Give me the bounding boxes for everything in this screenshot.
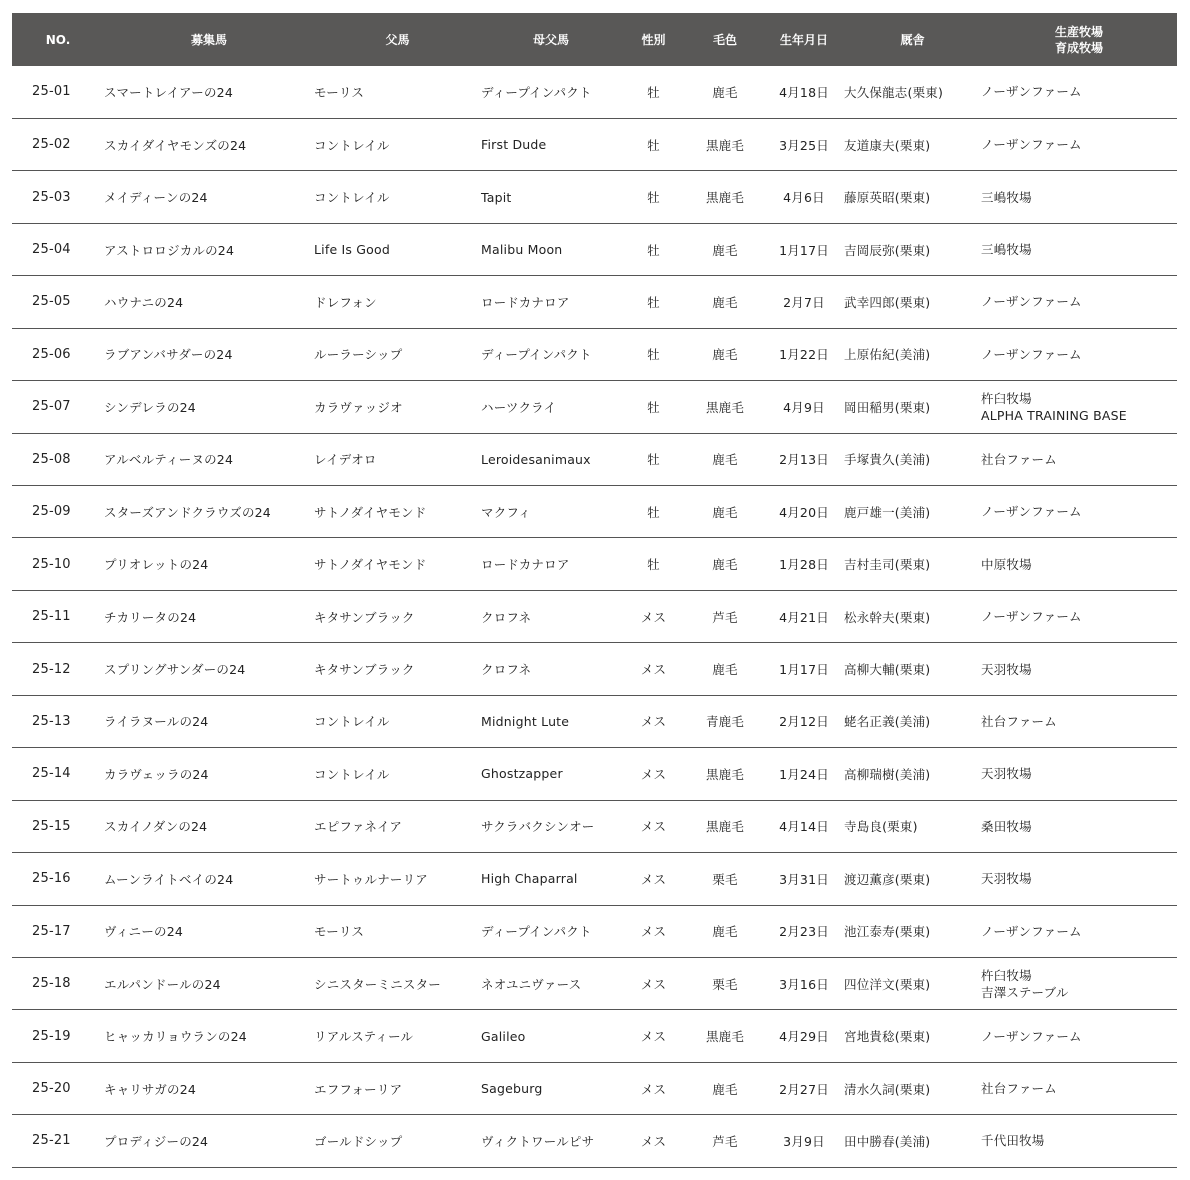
cell-sex: メス [640, 924, 667, 940]
cell-name: ライラヌールの24 [104, 714, 209, 730]
cell-birth: 2月12日 [779, 714, 829, 730]
cell-sex: 牡 [647, 190, 660, 206]
farm-name: 天羽牧場 [981, 871, 1032, 887]
cell-sex: 牡 [647, 452, 660, 468]
cell-stable: 高柳瑞樹(美浦) [844, 766, 931, 782]
cell-sire: サートゥルナーリア [314, 871, 428, 887]
header-sex: 性別 [641, 32, 666, 47]
cell-stable: 鹿戸雄一(美浦) [844, 504, 931, 520]
cell-bms: ハーツクライ [481, 399, 557, 415]
cell-stable: 松永幹夫(栗東) [844, 609, 931, 625]
table-row [12, 276, 1177, 328]
cell-name: メイディーンの24 [104, 190, 208, 206]
farm-name: ノーザンファーム [981, 84, 1082, 100]
cell-sire: ゴールドシップ [314, 1133, 403, 1149]
farm-name: 三嶋牧場 [981, 242, 1032, 258]
cell-bms: ロードカナロア [481, 557, 570, 573]
cell-no: 25-14 [32, 766, 71, 782]
cell-no: 25-21 [32, 1133, 71, 1149]
table-row [12, 118, 1177, 170]
cell-bms: Galileo [481, 1028, 526, 1044]
cell-name: スマートレイアーの24 [104, 84, 233, 100]
cell-color: 鹿毛 [712, 347, 738, 363]
cell-stable: 高柳大輔(栗東) [844, 662, 931, 678]
cell-color: 黒鹿毛 [705, 399, 745, 415]
cell-birth: 3月16日 [779, 976, 829, 992]
cell-birth: 1月22日 [779, 347, 829, 363]
cell-color: 黒鹿毛 [705, 766, 745, 782]
header-name: 募集馬 [190, 32, 227, 47]
farm-name: 三嶋牧場 [981, 189, 1032, 205]
cell-color: 鹿毛 [712, 924, 738, 940]
table-row [12, 853, 1177, 905]
cell-no: 25-15 [32, 818, 71, 834]
cell-sex: 牡 [647, 504, 660, 520]
cell-no: 25-17 [32, 923, 71, 939]
cell-sex: 牡 [647, 242, 660, 258]
farm-name: ノーザンファーム [981, 504, 1082, 520]
cell-name: ヴィニーの24 [104, 924, 184, 940]
cell-stable: 友道康夫(栗東) [844, 137, 931, 153]
cell-color: 栗毛 [712, 871, 738, 887]
cell-stable: 池江泰寿(栗東) [844, 924, 931, 940]
cell-farm [981, 328, 1177, 380]
cell-sire: エフフォーリア [314, 1081, 403, 1097]
cell-birth: 3月9日 [783, 1133, 825, 1149]
cell-sire: キタサンブラック [314, 609, 415, 625]
table-row [12, 1010, 1177, 1062]
cell-color: 黒鹿毛 [705, 137, 745, 153]
cell-sex: メス [640, 819, 667, 835]
cell-stable: 上原佑紀(美浦) [844, 347, 931, 363]
cell-no: 25-13 [32, 713, 71, 729]
cell-sire: コントレイル [314, 137, 390, 153]
cell-sex: メス [640, 976, 667, 992]
cell-farm [981, 905, 1177, 957]
cell-bms: ディープインパクト [481, 84, 592, 100]
farm-name: 杵臼牧場 [981, 967, 1032, 983]
farm-name: 天羽牧場 [981, 766, 1032, 782]
cell-name: プリオレットの24 [104, 557, 209, 573]
cell-bms: First Dude [481, 137, 547, 153]
cell-stable: 宮地貴稔(栗東) [844, 1029, 931, 1045]
cell-no: 25-09 [32, 504, 71, 520]
cell-stable: 清水久詞(栗東) [844, 1081, 931, 1097]
cell-sex: メス [640, 1081, 667, 1097]
cell-name: プロディジーの24 [104, 1133, 209, 1149]
cell-color: 黒鹿毛 [705, 190, 745, 206]
cell-birth: 4月6日 [783, 190, 825, 206]
cell-farm [981, 66, 1177, 118]
cell-birth: 3月25日 [779, 137, 829, 153]
cell-bms: Leroidesanimaux [481, 451, 591, 467]
farm-name: 千代田牧場 [981, 1133, 1045, 1149]
cell-color: 黒鹿毛 [705, 1029, 745, 1045]
cell-bms: マクフィ [481, 504, 531, 520]
cell-name: スカイノダンの24 [104, 819, 208, 835]
cell-color: 鹿毛 [712, 452, 738, 468]
cell-sire: モーリス [314, 84, 365, 100]
cell-sire: リアルスティール [314, 1029, 414, 1045]
cell-sire: ルーラーシップ [314, 347, 403, 363]
cell-name: シンデレラの24 [104, 399, 196, 415]
table-row [12, 643, 1177, 695]
cell-birth: 1月28日 [779, 557, 829, 573]
cell-birth: 1月17日 [779, 662, 829, 678]
cell-stable: 藤原英昭(栗東) [844, 190, 931, 206]
cell-color: 青鹿毛 [705, 714, 745, 730]
cell-no: 25-18 [32, 976, 71, 992]
cell-name: スカイダイヤモンズの24 [104, 137, 247, 153]
cell-name: エルパンドールの24 [104, 976, 221, 992]
cell-bms: High Chaparral [481, 871, 578, 887]
table-row [12, 957, 1177, 1009]
cell-sire: カラヴァッジオ [314, 399, 403, 415]
cell-sex: 牡 [647, 399, 660, 415]
header-farm [981, 13, 1177, 66]
table-row [12, 695, 1177, 747]
cell-birth: 4月14日 [779, 819, 829, 835]
cell-bms: ロードカナロア [481, 294, 570, 310]
cell-no: 25-10 [32, 556, 71, 572]
farm-name: 社台ファーム [981, 713, 1057, 729]
farm-name: ノーザンファーム [981, 346, 1082, 362]
cell-sire: レイデオロ [314, 452, 377, 468]
cell-stable: 武幸四郎(栗東) [844, 294, 931, 310]
cell-sex: メス [640, 714, 667, 730]
cell-sex: メス [640, 766, 667, 782]
cell-color: 栗毛 [712, 976, 738, 992]
cell-no: 25-05 [32, 294, 71, 310]
cell-color: 芦毛 [712, 609, 738, 625]
cell-sex: 牡 [647, 84, 660, 100]
header-birth: 生年月日 [779, 32, 828, 47]
cell-farm [981, 276, 1177, 328]
cell-no: 25-19 [32, 1028, 71, 1044]
cell-sire: コントレイル [314, 190, 390, 206]
cell-farm [981, 1062, 1177, 1114]
table-row [12, 1115, 1177, 1167]
table-row [12, 66, 1177, 118]
cell-farm [981, 538, 1177, 590]
cell-sex: 牡 [647, 557, 660, 573]
horse-list [12, 13, 1177, 1168]
cell-color: 芦毛 [712, 1133, 738, 1149]
table-row [12, 590, 1177, 642]
horse-table [12, 13, 1177, 1168]
cell-birth: 1月24日 [779, 766, 829, 782]
cell-birth: 2月7日 [783, 294, 825, 310]
cell-name: ハウナニの24 [104, 294, 184, 310]
cell-birth: 2月27日 [779, 1081, 829, 1097]
cell-farm [981, 381, 1177, 433]
cell-farm [981, 486, 1177, 538]
cell-bms: ディープインパクト [481, 347, 592, 363]
cell-color: 鹿毛 [712, 662, 738, 678]
header-farm-line1: 生産牧場 [1054, 24, 1103, 39]
table-body [12, 66, 1177, 1167]
cell-farm [981, 695, 1177, 747]
cell-no: 25-06 [32, 346, 71, 362]
cell-farm [981, 748, 1177, 800]
cell-bms: Sageburg [481, 1081, 543, 1097]
header-no: NO. [45, 32, 71, 47]
cell-birth: 3月31日 [779, 871, 829, 887]
farm-name: ノーザンファーム [981, 609, 1082, 625]
cell-color: 鹿毛 [712, 557, 738, 573]
cell-name: アルベルティーヌの24 [104, 452, 234, 468]
cell-color: 鹿毛 [712, 242, 738, 258]
cell-birth: 2月13日 [779, 452, 829, 468]
cell-sex: メス [640, 609, 667, 625]
cell-bms: Midnight Lute [481, 713, 570, 729]
farm-name: 杵臼牧場 [981, 390, 1032, 406]
cell-bms: ヴィクトワールピサ [481, 1133, 595, 1149]
cell-stable: 手塚貴久(美浦) [844, 452, 931, 468]
farm-name: 桑田牧場 [981, 818, 1032, 834]
cell-sire: ドレフォン [314, 294, 377, 310]
cell-sire: サトノダイヤモンド [314, 557, 427, 573]
farm-name: ノーザンファーム [981, 923, 1082, 939]
cell-stable: 田中勝春(美浦) [844, 1133, 931, 1149]
cell-bms: Ghostzapper [481, 766, 563, 782]
cell-stable: 寺島良(栗東) [844, 819, 918, 835]
cell-name: アストロロジカルの24 [104, 242, 235, 258]
cell-farm [981, 223, 1177, 275]
cell-color: 鹿毛 [712, 1081, 738, 1097]
farm-name: 社台ファーム [981, 451, 1057, 467]
cell-color: 鹿毛 [712, 294, 738, 310]
cell-sire: モーリス [314, 924, 365, 940]
cell-name: ムーンライトベイの24 [104, 871, 234, 887]
farm-name: 天羽牧場 [981, 661, 1032, 677]
cell-no: 25-08 [32, 451, 71, 467]
table-row [12, 433, 1177, 485]
cell-no: 25-04 [32, 242, 71, 258]
farm-name: ノーザンファーム [981, 137, 1082, 153]
cell-farm [981, 433, 1177, 485]
header-sire: 父馬 [385, 32, 410, 47]
cell-no: 25-16 [32, 871, 71, 887]
cell-farm [981, 1115, 1177, 1167]
header-farm-line2: 育成牧場 [1054, 40, 1103, 55]
cell-bms: Tapit [481, 189, 512, 205]
cell-farm [981, 643, 1177, 695]
cell-name: スプリングサンダーの24 [104, 662, 246, 678]
cell-birth: 4月18日 [779, 84, 829, 100]
table-row [12, 538, 1177, 590]
table-row [12, 223, 1177, 275]
farm-name: ALPHA TRAINING BASE [981, 407, 1127, 423]
cell-no: 25-02 [32, 137, 71, 153]
table-header-row [12, 13, 1177, 66]
cell-sire: サトノダイヤモンド [314, 504, 427, 520]
cell-color: 鹿毛 [712, 84, 738, 100]
cell-farm [981, 590, 1177, 642]
cell-stable: 吉岡辰弥(栗東) [844, 242, 931, 258]
farm-name: 社台ファーム [981, 1081, 1057, 1097]
table-row [12, 486, 1177, 538]
cell-farm [981, 1010, 1177, 1062]
cell-bms: サクラバクシンオー [481, 819, 595, 835]
cell-birth: 1月17日 [779, 242, 829, 258]
cell-bms: クロフネ [481, 609, 532, 625]
header-color: 毛色 [712, 32, 737, 47]
table-row [12, 748, 1177, 800]
cell-bms: Malibu Moon [481, 242, 563, 258]
table-row [12, 171, 1177, 223]
cell-color: 黒鹿毛 [705, 819, 745, 835]
cell-sex: メス [640, 662, 667, 678]
table-row [12, 800, 1177, 852]
cell-no: 25-07 [32, 399, 71, 415]
cell-stable: 四位洋文(栗東) [844, 976, 931, 992]
cell-name: スターズアンドクラウズの24 [104, 504, 271, 520]
cell-stable: 蛯名正義(美浦) [844, 714, 931, 730]
farm-name: 中原牧場 [981, 556, 1032, 572]
cell-farm [981, 118, 1177, 170]
cell-sex: 牡 [647, 347, 660, 363]
cell-sire: エピファネイア [314, 819, 403, 835]
cell-no: 25-12 [32, 661, 71, 677]
cell-name: チカリータの24 [104, 609, 197, 625]
cell-sex: 牡 [647, 137, 660, 153]
cell-birth: 4月21日 [779, 609, 829, 625]
cell-birth: 4月20日 [779, 504, 829, 520]
cell-birth: 2月23日 [779, 924, 829, 940]
cell-color: 鹿毛 [712, 504, 738, 520]
cell-farm [981, 800, 1177, 852]
cell-sire: コントレイル [314, 766, 390, 782]
cell-no: 25-20 [32, 1081, 71, 1097]
cell-farm [981, 171, 1177, 223]
cell-farm [981, 957, 1177, 1009]
header-bms: 母父馬 [532, 32, 569, 47]
cell-stable: 岡田稲男(栗東) [844, 399, 931, 415]
cell-name: カラヴェッラの24 [104, 766, 209, 782]
cell-sire: シニスターミニスター [314, 976, 442, 992]
cell-name: ヒャッカリョウランの24 [104, 1029, 247, 1045]
cell-stable: 渡辺薫彦(栗東) [844, 871, 931, 887]
cell-sire: Life Is Good [314, 242, 390, 258]
farm-name: 吉澤ステーブル [981, 984, 1069, 1000]
cell-birth: 4月29日 [779, 1029, 829, 1045]
cell-sex: メス [640, 1029, 667, 1045]
farm-name: ノーザンファーム [981, 1028, 1082, 1044]
cell-sire: コントレイル [314, 714, 390, 730]
cell-no: 25-11 [32, 609, 71, 625]
cell-no: 25-03 [32, 189, 71, 205]
cell-bms: クロフネ [481, 662, 532, 678]
table-row [12, 328, 1177, 380]
cell-sex: メス [640, 871, 667, 887]
cell-name: ラブアンバサダーの24 [104, 347, 233, 363]
cell-name: キャリサガの24 [104, 1081, 197, 1097]
cell-sire: キタサンブラック [314, 662, 415, 678]
table-row [12, 381, 1177, 433]
cell-farm [981, 853, 1177, 905]
header-stable: 厩舎 [900, 32, 925, 47]
cell-sex: メス [640, 1133, 667, 1149]
cell-stable: 大久保龍志(栗東) [844, 84, 944, 100]
cell-bms: ネオユニヴァース [481, 976, 582, 992]
cell-birth: 4月9日 [783, 399, 825, 415]
cell-bms: ディープインパクト [481, 924, 592, 940]
farm-name: ノーザンファーム [981, 294, 1082, 310]
cell-stable: 吉村圭司(栗東) [844, 557, 931, 573]
table-row [12, 905, 1177, 957]
cell-no: 25-01 [32, 84, 71, 100]
table-row [12, 1062, 1177, 1114]
cell-sex: 牡 [647, 294, 660, 310]
